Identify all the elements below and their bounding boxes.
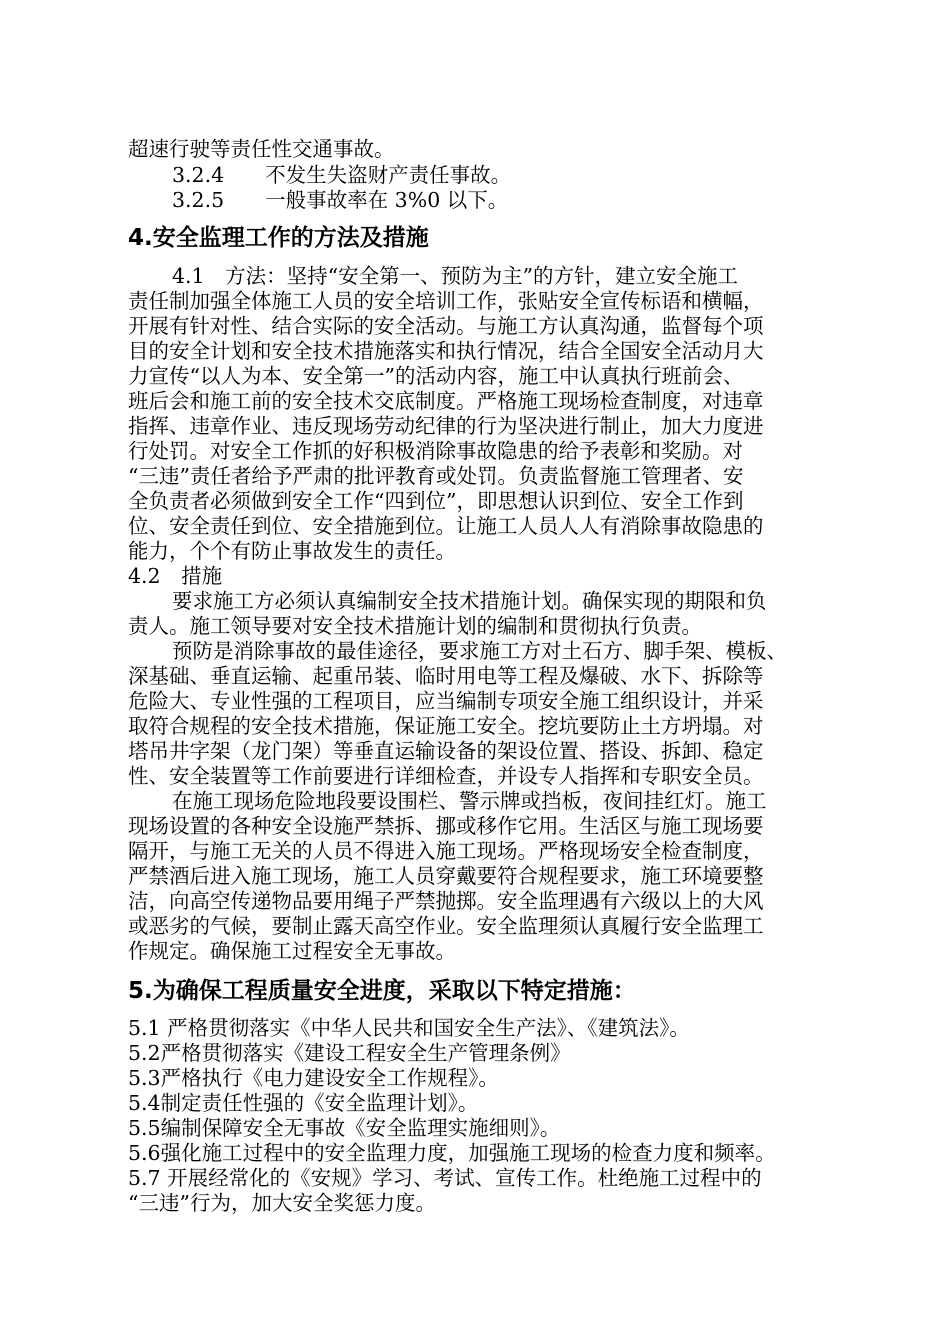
list-item: 5.1 严格贯彻落实《中华人民共和国安全生产法》、《建筑法》。 xyxy=(128,1016,690,1040)
list-item: “三违”行为，加大安全奖惩力度。 xyxy=(128,1191,436,1215)
paragraph-line: 预防是消除事故的最佳途径，要求施工方对土石方、脚手架、模板、 xyxy=(172,639,787,663)
list-item: 5.3严格执行《电力建设安全工作规程》。 xyxy=(128,1066,499,1090)
paragraph-line: 取符合规程的安全技术措施，保证施工安全。挖坑要防止土方坍塌。对 xyxy=(128,714,764,738)
paragraph-line: 严禁酒后进入施工现场，施工人员穿戴要符合规程要求，施工环境要整 xyxy=(128,864,764,888)
paragraph-line: 塔吊井字架（龙门架）等垂直运输设备的架设位置、搭设、拆卸、稳定 xyxy=(128,739,764,763)
paragraph-line: 位、安全责任到位、安全措施到位。让施工人员人人有消除事故隐患的 xyxy=(128,514,764,538)
paragraph-line: 责人。施工领导要对安全技术措施计划的编制和贯彻执行负责。 xyxy=(128,614,702,638)
paragraph-line: 目的安全计划和安全技术措施落实和执行情况，结合全国安全活动月大 xyxy=(128,339,764,363)
subsection-heading: 4.2 措施 xyxy=(128,564,223,588)
paragraph-line: “三违”责任者给予严肃的批评教育或处罚。负责监督施工管理者、安 xyxy=(128,464,744,488)
list-item: 5.6强化施工过程中的安全监理力度，加强施工现场的检查力度和频率。 xyxy=(128,1141,776,1165)
paragraph-line: 洁，向高空传递物品要用绳子严禁抛掷。安全监理遇有六级以上的大风 xyxy=(128,889,764,913)
paragraph-line: 危险大、专业性强的工程项目，应当编制专项安全施工组织设计，并采 xyxy=(128,689,764,713)
list-item: 5.5编制保障安全无事故《安全监理实施细则》。 xyxy=(128,1116,561,1140)
paragraph-line: 性、安全装置等工作前要进行详细检查，并设专人指挥和专职安全员。 xyxy=(128,764,764,788)
paragraph-line: 责任制加强全体施工人员的安全培训工作，张贴安全宣传标语和横幅， xyxy=(128,289,764,313)
paragraph-line: 指挥、违章作业、违反现场劳动纪律的行为坚决进行制止，加大力度进 xyxy=(128,414,764,438)
paragraph-line: 现场设置的各种安全设施严禁拆、挪或移作它用。生活区与施工现场要 xyxy=(128,814,764,838)
paragraph-line: 开展有针对性、结合实际的安全活动。与施工方认真沟通，监督每个项 xyxy=(128,314,764,338)
paragraph-line: 深基础、垂直运输、起重吊装、临时用电等工程及爆破、水下、拆除等 xyxy=(128,664,764,688)
paragraph-line: 在施工现场危险地段要设围栏、警示牌或挡板，夜间挂红灯。施工 xyxy=(172,789,767,813)
paragraph-line: 力宣传“以人为本、安全第一”的活动内容，施工中认真执行班前会、 xyxy=(128,364,744,388)
paragraph-line: 或恶劣的气候，要制止露天高空作业。安全监理须认真履行安全监理工 xyxy=(128,914,764,938)
list-item: 3.2.4 不发生失盗财产责任事故。 xyxy=(172,163,512,187)
paragraph-line: 要求施工方必须认真编制安全技术措施计划。确保实现的期限和负 xyxy=(172,589,767,613)
list-item: 5.4制定责任性强的《安全监理计划》。 xyxy=(128,1091,479,1115)
paragraph-line: 能力，个个有防止事故发生的责任。 xyxy=(128,539,456,563)
list-item: 3.2.5 一般事故率在 3%0 以下。 xyxy=(172,188,509,212)
paragraph-line: 班后会和施工前的安全技术交底制度。严格施工现场检查制度，对违章 xyxy=(128,389,764,413)
text-line: 超速行驶等责任性交通事故。 xyxy=(128,137,395,161)
paragraph-line: 隔开，与施工无关的人员不得进入施工现场。严格现场安全检查制度， xyxy=(128,839,764,863)
paragraph-line: 作规定。确保施工过程安全无事故。 xyxy=(128,939,456,963)
paragraph-line: 行处罚。对安全工作抓的好积极消除事故隐患的给予表彰和奖励。对 xyxy=(128,439,743,463)
section-heading: 4.安全监理工作的方法及措施 xyxy=(128,225,429,251)
list-item: 5.7 开展经常化的《安规》学习、考试、宣传工作。杜绝施工过程中的 xyxy=(128,1166,762,1190)
section-heading: 5.为确保工程质量安全进度，采取以下特定措施： xyxy=(128,978,636,1004)
paragraph-line: 4.1 方法：坚持“安全第一、预防为主”的方针，建立安全施工 xyxy=(172,264,739,288)
list-item: 5.2严格贯彻落实《建设工程安全生产管理条例》 xyxy=(128,1041,571,1065)
paragraph-line: 全负责者必须做到安全工作“四到位”，即思想认识到位、安全工作到 xyxy=(128,489,744,513)
